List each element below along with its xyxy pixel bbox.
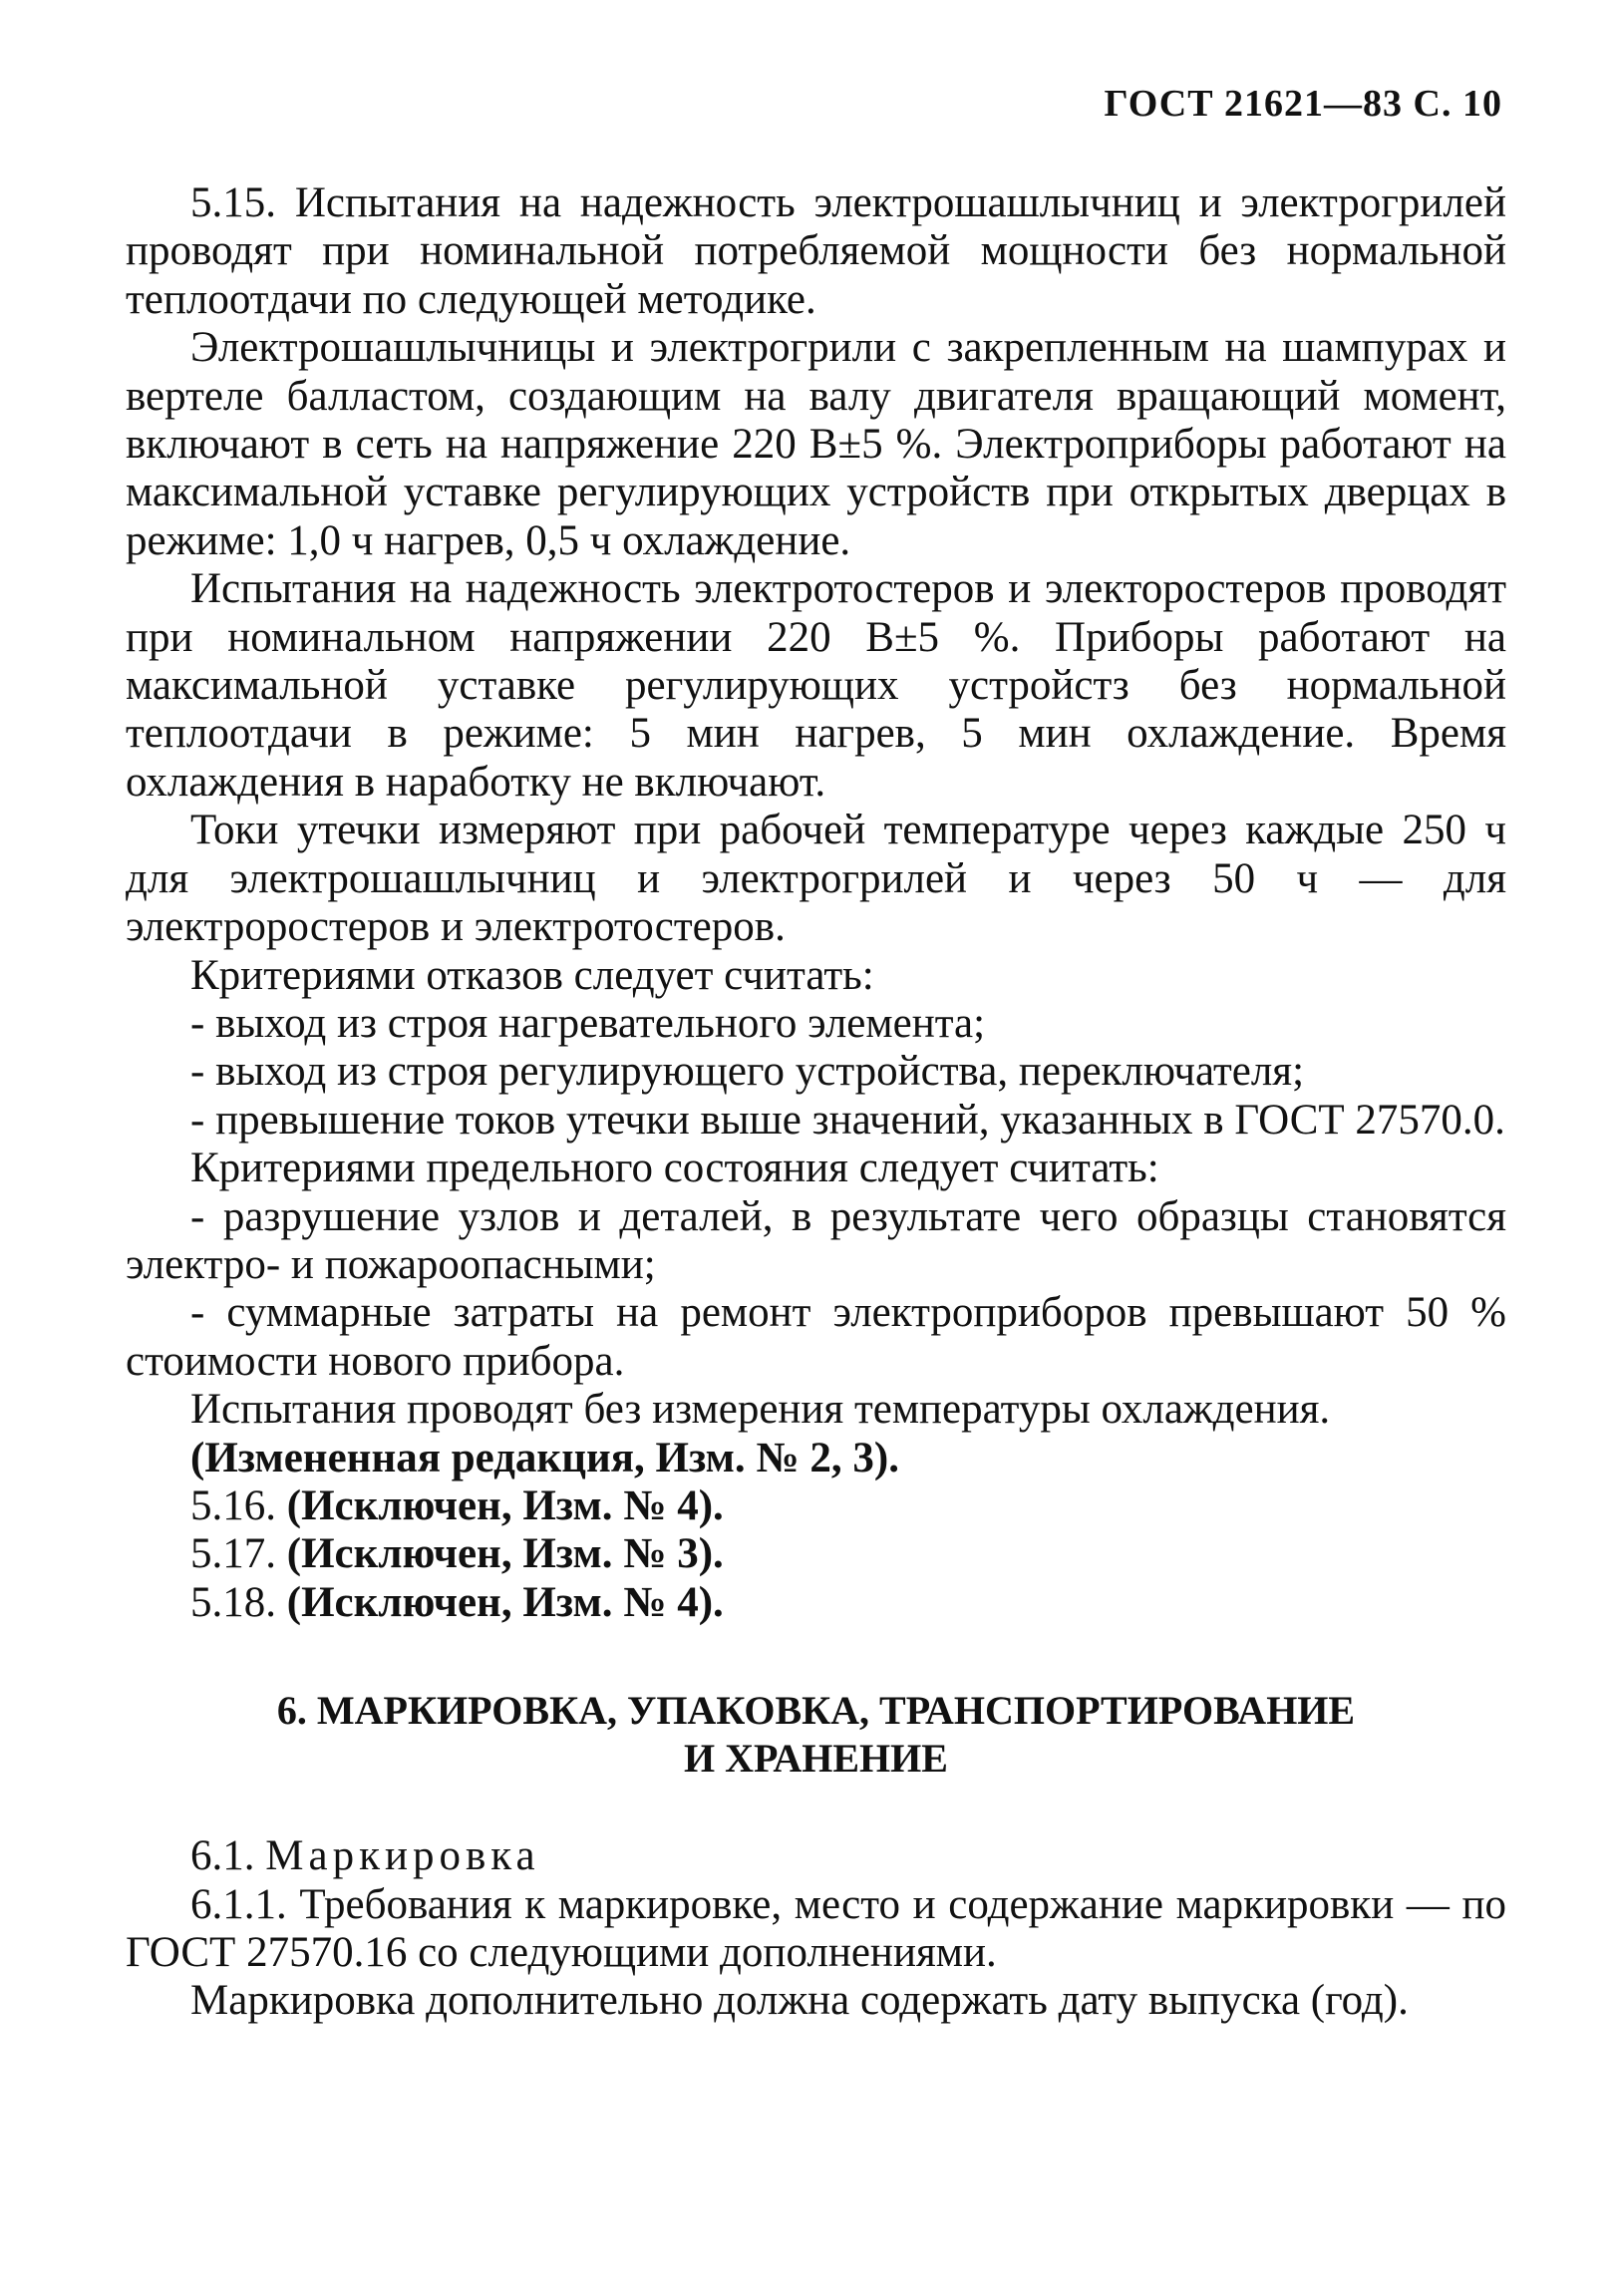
limit-criteria-intro: Критериями предельного состояния следует считать: bbox=[190, 1145, 1159, 1192]
limit-item: - разрушение узлов и деталей, в результате чего образцы становятся электро- и пожароопасными; bbox=[126, 1192, 1506, 1288]
failure-item: - выход из строя регулирующего устройства, переключателя; bbox=[190, 1048, 1305, 1096]
paragraph-5-15: 5.15. Испытания на надежность электрошашлычниц и электрогрилей проводят при номинальной потребляемой мощности без нормальной теплоотдачи по следующей методике. bbox=[126, 179, 1506, 323]
clause-excluded: (Исключен, Изм. № 3). bbox=[286, 1530, 724, 1578]
clause-number: 5.16. bbox=[190, 1481, 276, 1529]
clause-excluded: (Исключен, Изм. № 4). bbox=[286, 1578, 724, 1626]
document-body bbox=[126, 179, 1506, 2026]
clause-number: 5.17. bbox=[190, 1530, 276, 1578]
paragraph-5-17 bbox=[126, 1530, 1506, 1578]
subsection-6-1 bbox=[126, 1832, 1506, 1880]
failure-item: - выход из строя нагревательного элемента; bbox=[190, 999, 986, 1047]
clause-number: 5.18. bbox=[190, 1578, 276, 1626]
paragraph-release-date: Маркировка дополнительно должна содержать дату выпуска (год). bbox=[190, 1977, 1409, 2025]
subsection-title: Маркировка bbox=[265, 1832, 540, 1880]
section-title-line: 6. МАРКИРОВКА, УПАКОВКА, ТРАНСПОРТИРОВАНИЕ bbox=[276, 1688, 1356, 1734]
paragraph-leakage: Токи утечки измеряют при рабочей температуре через каждые 250 ч для электрошашлычниц и электрогрилей и через 50 ч — для электроростеров и электротостеров. bbox=[126, 807, 1506, 951]
paragraph-5-16 bbox=[126, 1482, 1506, 1530]
paragraph-6-1-1: 6.1.1. Требования к маркировке, место и содержание маркировки — по ГОСТ 27570.16 со следующими дополнениями. bbox=[126, 1880, 1506, 1976]
amendment-note: (Измененная редакция, Изм. № 2, 3). bbox=[190, 1434, 899, 1481]
paragraph-toaster-test: Испытания на надежность электротостеров и электоростеров проводят при номинальном напряжении 220 В±5 %. Приборы работают на максимальной уставке регулирующих устройстз без нормальной теплоотдачи в режиме: 5 мин нагрев, 5 мин охлаждение. Время охлаждения в наработку не включают. bbox=[126, 565, 1506, 806]
section-title-line: И ХРАНЕНИЕ bbox=[684, 1736, 948, 1782]
section-6-title bbox=[126, 1627, 1506, 1832]
limit-item: - суммарные затраты на ремонт электроприборов превышают 50 % стоимости нового прибора. bbox=[126, 1289, 1506, 1385]
paragraph-no-cooling-measure: Испытания проводят без измерения температуры охлаждения. bbox=[190, 1386, 1331, 1434]
subsection-number: 6.1. bbox=[190, 1832, 255, 1880]
failure-item: - превышение токов утечки выше значений, указанных в ГОСТ 27570.0. bbox=[190, 1096, 1505, 1144]
page-header: ГОСТ 21621—83 С. 10 bbox=[1104, 83, 1502, 125]
paragraph-grill-test: Электрошашлычницы и электрогрили с закрепленным на шампурах и вертеле балластом, создающим на валу двигателя вращающий момент, включают в сеть на напряжение 220 В±5 %. Электроприборы работают на максимальной уставке регулирующих устройств при открытых дверцах в режиме: 1,0 ч нагрев, 0,5 ч охлаждение. bbox=[126, 324, 1506, 564]
failure-criteria-intro: Критериями отказов следует считать: bbox=[190, 951, 874, 999]
clause-excluded: (Исключен, Изм. № 4). bbox=[286, 1481, 724, 1529]
paragraph-5-18 bbox=[126, 1579, 1506, 1627]
